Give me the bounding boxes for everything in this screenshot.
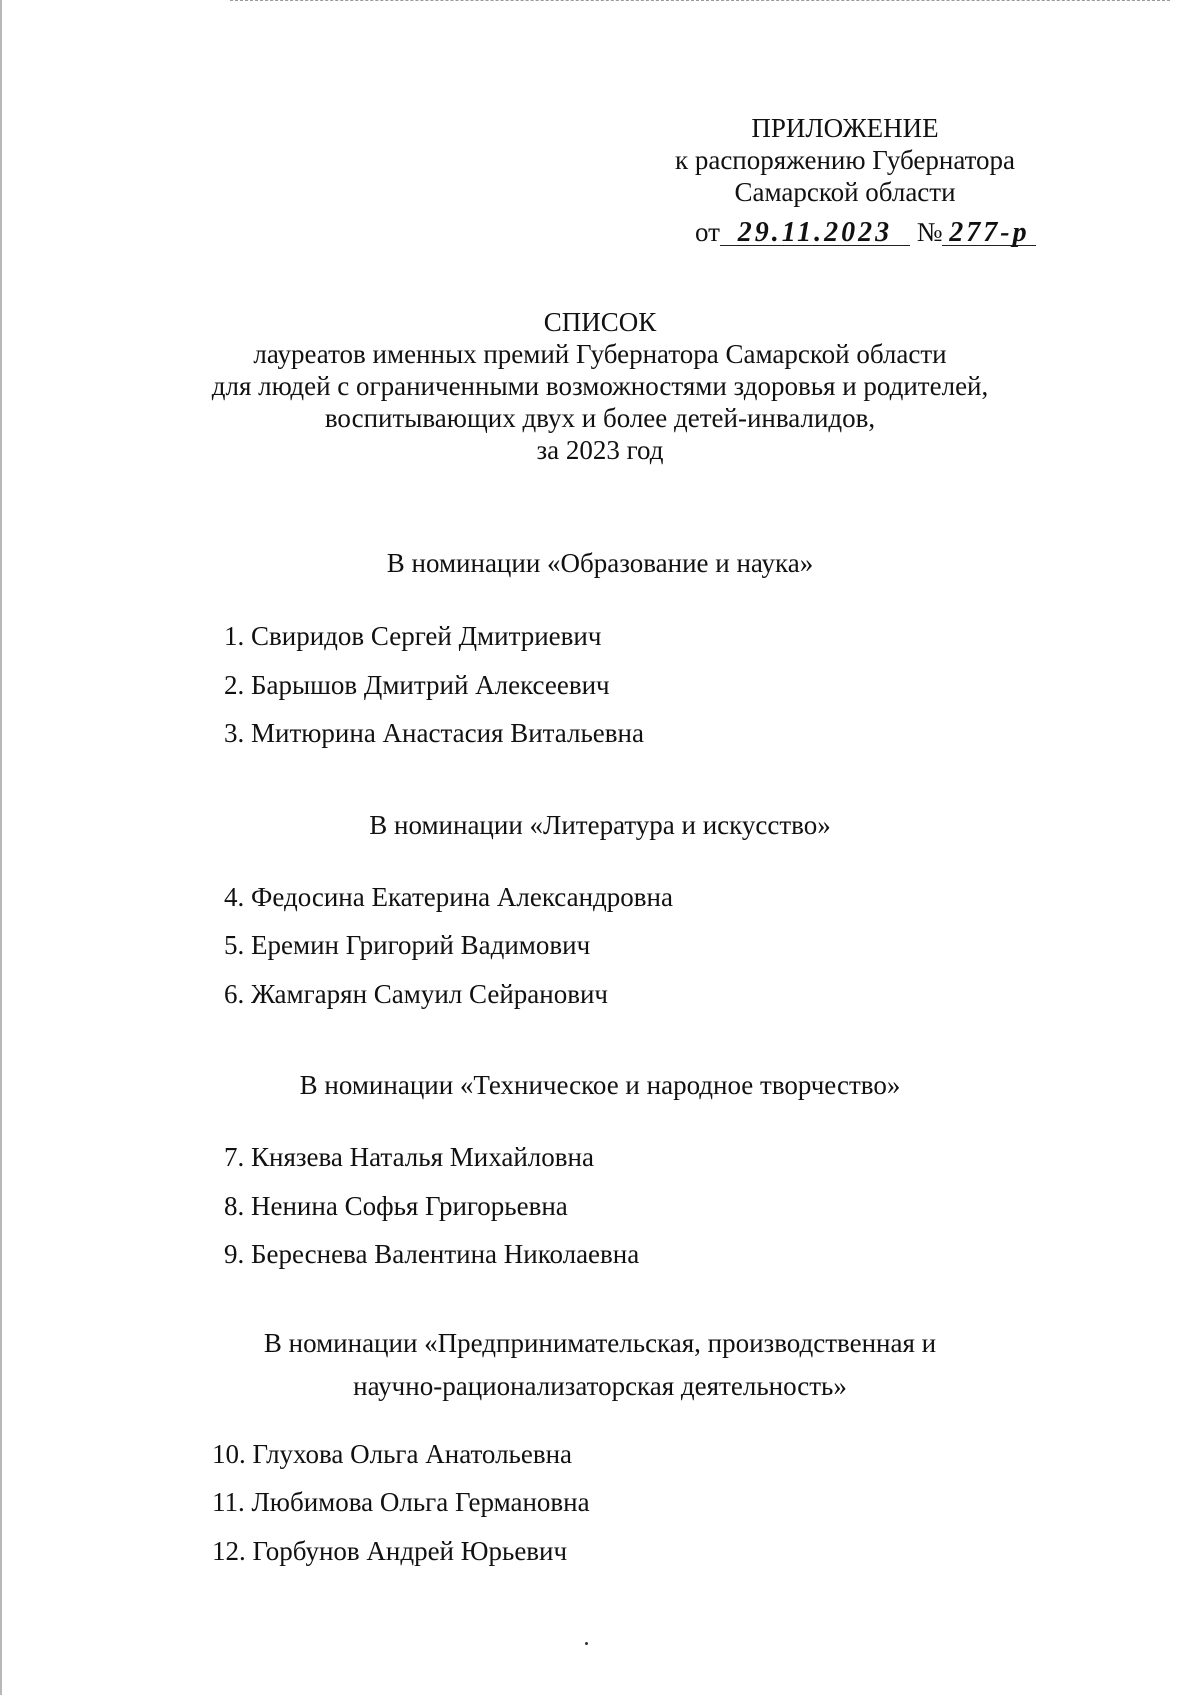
section-heading: В номинации «Литература и искусство» <box>369 810 831 840</box>
list-item: 5. Еремин Григорий Вадимович <box>224 930 591 960</box>
list-item: 10. Глухова Ольга Анатольевна <box>212 1439 573 1469</box>
list-item: 9. Береснева Валентина Николаевна <box>224 1239 640 1269</box>
scan-edge-top <box>230 0 1170 2</box>
appendix-line-2: Самарской области <box>734 177 956 207</box>
list-item: 3. Митюрина Анастасия Витальевна <box>224 718 644 748</box>
list-item: 12. Горбунов Андрей Юрьевич <box>212 1536 568 1566</box>
list-item: 7. Князева Наталья Михайловна <box>224 1142 594 1172</box>
list-item: 11. Любимова Ольга Германовна <box>212 1487 590 1517</box>
scan-edge <box>0 0 2 1695</box>
document-subtitle-line: для людей с ограниченными возможностями здоровья и родителей, <box>211 371 989 401</box>
section-heading: В номинации «Техническое и народное творчество» <box>299 1070 901 1100</box>
section-heading: В номинации «Предпринимательская, производственная и <box>263 1328 937 1358</box>
section-heading: В номинации «Образование и наука» <box>386 548 814 578</box>
list-item: 2. Барышов Дмитрий Алексеевич <box>224 670 610 700</box>
date-prefix: от <box>695 217 720 247</box>
handwritten-date: 29.11.2023 <box>720 221 910 246</box>
appendix-line-1: к распоряжению Губернатора <box>674 145 1016 175</box>
list-item: 4. Федосина Екатерина Александровна <box>224 882 673 912</box>
list-item: 8. Ненина Софья Григорьевна <box>224 1191 568 1221</box>
section-heading: научно-рационализаторская деятельность» <box>353 1371 847 1401</box>
document-title-block <box>0 306 1200 466</box>
date-number-line <box>695 216 1105 248</box>
list-item: 1. Свиридов Сергей Дмитриевич <box>224 621 602 651</box>
document-subtitle-line: лауреатов именных премий Губернатора Самарской области <box>253 339 947 369</box>
appendix-header <box>640 112 1050 208</box>
handwritten-number: 277-р <box>942 221 1036 246</box>
document-title: СПИСОК <box>543 307 657 337</box>
document-subtitle-line: за 2023 год <box>536 435 664 465</box>
list-item: 6. Жамгарян Самуил Сейранович <box>224 979 608 1009</box>
number-prefix: № <box>916 217 943 247</box>
scan-speck <box>585 1642 588 1645</box>
document-subtitle-line: воспитывающих двух и более детей-инвалидов, <box>324 403 876 433</box>
appendix-title: ПРИЛОЖЕНИЕ <box>751 113 939 143</box>
